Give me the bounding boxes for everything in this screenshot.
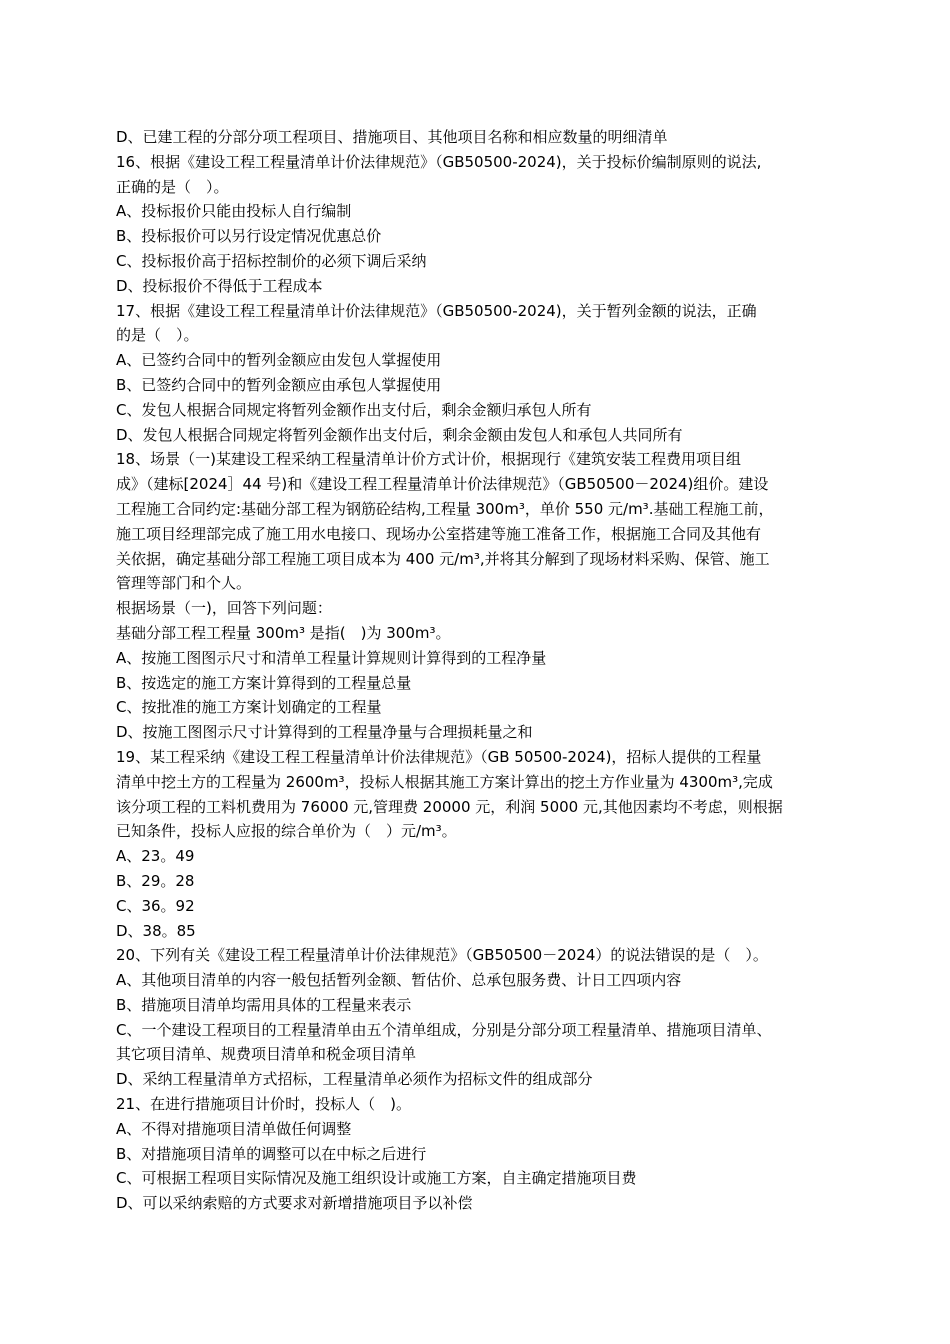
document-body bbox=[116, 125, 846, 1216]
text-line: A、投标报价只能由投标人自行编制 bbox=[116, 202, 352, 221]
text-line: D、38。85 bbox=[116, 921, 196, 940]
text-line: 关依据，确定基础分部工程施工项目成本为 400 元/m³,并将其分解到了现场材料采购、保管、施工 bbox=[116, 549, 770, 568]
text-line: C、一个建设工程项目的工程量清单由五个清单组成，分别是分部分项工程量清单、措施项目清单、 bbox=[116, 1020, 772, 1039]
text-line: 21、在进行措施项目计价时，投标人（ )。 bbox=[116, 1095, 411, 1114]
text-line: 成》（建标[2024］44 号)和《建设工程工程量清单计价法律规范》（GB50500－2024)组价。建设 bbox=[116, 475, 769, 494]
text-line: 其它项目清单、规费项目清单和税金项目清单 bbox=[116, 1045, 417, 1064]
text-line: 的是（ ）。 bbox=[116, 326, 199, 345]
text-line: D、投标报价不得低于工程成本 bbox=[116, 276, 323, 295]
text-line: B、按选定的施工方案计算得到的工程量总量 bbox=[116, 673, 412, 692]
text-line: A、已签约合同中的暂列金额应由发包人掌握使用 bbox=[116, 351, 442, 370]
text-line: B、措施项目清单均需用具体的工程量来表示 bbox=[116, 995, 412, 1014]
text-line: 20、下列有关《建设工程工程量清单计价法律规范》（GB50500－2024）的说法错误的是（ ）。 bbox=[116, 946, 768, 965]
text-line: 根据场景（一)，回答下列问题： bbox=[116, 599, 332, 618]
text-line: 管理等部门和个人。 bbox=[116, 574, 252, 593]
text-line: 17、根据《建设工程工程量清单计价法律规范》（GB50500-2024)，关于暂列金额的说法，正确 bbox=[116, 301, 757, 320]
text-line: C、可根据工程项目实际情况及施工组织设计或施工方案，自主确定措施项目费 bbox=[116, 1169, 637, 1188]
text-line: C、按批准的施工方案计划确定的工程量 bbox=[116, 698, 382, 717]
text-line: 工程施工合同约定:基础分部工程为钢筋砼结构,工程量 300m³，单价 550 元/m³.基础工程施工前， bbox=[116, 499, 774, 518]
text-line: 清单中挖土方的工程量为 2600m³，投标人根据其施工方案计算出的挖土方作业量为 4300m³,完成 bbox=[116, 772, 773, 791]
text-line: C、发包人根据合同规定将暂列金额作出支付后，剩余金额归承包人所有 bbox=[116, 400, 592, 419]
text-line: B、对措施项目清单的调整可以在中标之后进行 bbox=[116, 1144, 427, 1163]
text-line: D、可以采纳索赔的方式要求对新增措施项目予以补偿 bbox=[116, 1194, 473, 1213]
text-line: C、36。92 bbox=[116, 896, 195, 915]
text-line: B、已签约合同中的暂列金额应由承包人掌握使用 bbox=[116, 375, 442, 394]
text-line: 正确的是（ ）。 bbox=[116, 177, 229, 196]
text-line: 16、根据《建设工程工程量清单计价法律规范》（GB50500-2024)，关于投标价编制原则的说法, bbox=[116, 152, 762, 171]
text-line: 19、某工程采纳《建设工程工程量清单计价法律规范》（GB 50500-2024)，招标人提供的工程量 bbox=[116, 747, 762, 766]
text-line: 施工项目经理部完成了施工用水电接口、现场办公室搭建等施工准备工作，根据施工合同及其他有 bbox=[116, 524, 762, 543]
text-line: A、23。49 bbox=[116, 847, 195, 866]
text-line: 18、场景（一)某建设工程采纳工程量清单计价方式计价，根据现行《建筑安装工程费用项目组 bbox=[116, 450, 741, 469]
text-line: A、按施工图图示尺寸和清单工程量计算规则计算得到的工程净量 bbox=[116, 648, 547, 667]
text-line: D、采纳工程量清单方式招标，工程量清单必须作为招标文件的组成部分 bbox=[116, 1070, 593, 1089]
text-line: 基础分部工程工程量 300m³ 是指( )为 300m³。 bbox=[116, 623, 451, 642]
text-line: B、投标报价可以另行设定情况优惠总价 bbox=[116, 227, 382, 246]
text-line: D、已建工程的分部分项工程项目、措施项目、其他项目名称和相应数量的明细清单 bbox=[116, 128, 668, 146]
text-line: A、不得对措施项目清单做任何调整 bbox=[116, 1119, 352, 1138]
text-line: 已知条件，投标人应报的综合单价为（ ）元/m³。 bbox=[116, 822, 457, 841]
text-line: D、按施工图图示尺寸计算得到的工程量净量与合理损耗量之和 bbox=[116, 723, 533, 742]
text-line: D、发包人根据合同规定将暂列金额作出支付后，剩余金额由发包人和承包人共同所有 bbox=[116, 425, 683, 444]
text-line: 该分项工程的工料机费用为 76000 元,管理费 20000 元，利润 5000 元,其他因素均不考虑，则根据 bbox=[116, 797, 783, 816]
text-line: A、其他项目清单的内容一般包括暂列金额、暂估价、总承包服务费、计日工四项内容 bbox=[116, 971, 682, 990]
text-line: B、29。28 bbox=[116, 871, 195, 890]
text-line: C、投标报价高于招标控制价的必须下调后采纳 bbox=[116, 251, 427, 270]
